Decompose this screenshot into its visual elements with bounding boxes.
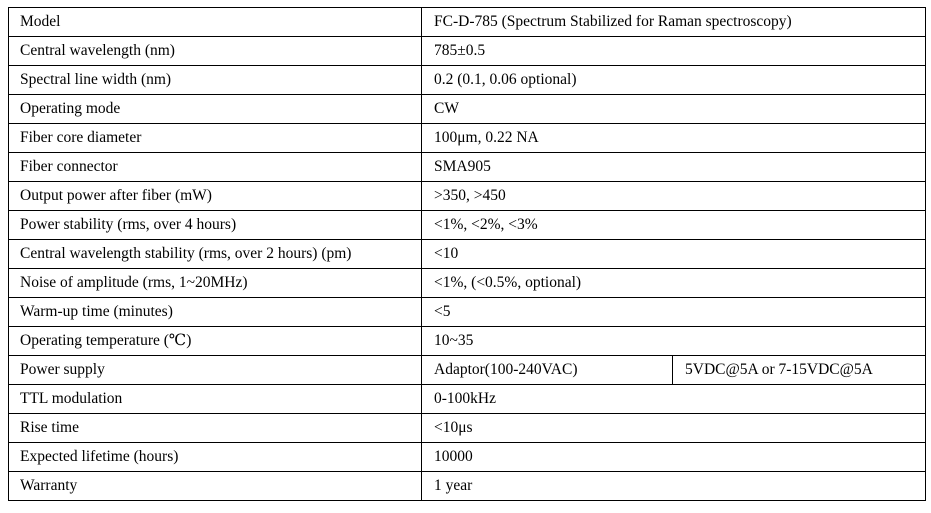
row-label-fiber-core-diameter: Fiber core diameter [9,124,422,153]
row-value-output-power: >350, >450 [422,182,926,211]
row-value-warm-up-time: <5 [422,298,926,327]
table-row [9,37,926,66]
row-value-rise-time: <10μs [422,414,926,443]
row-label-ttl-modulation: TTL modulation [9,385,422,414]
table-row [9,356,926,385]
row-label-wavelength-stability: Central wavelength stability (rms, over 2 hours) (pm) [9,240,422,269]
row-value-ttl-modulation: 0-100kHz [422,385,926,414]
row-label-warm-up-time: Warm-up time (minutes) [9,298,422,327]
row-value-fiber-core-diameter: 100μm, 0.22 NA [422,124,926,153]
row-value-operating-temperature: 10~35 [422,327,926,356]
table-row [9,327,926,356]
table-row [9,269,926,298]
row-label-model: Model [9,8,422,37]
row-label-noise-of-amplitude: Noise of amplitude (rms, 1~20MHz) [9,269,422,298]
row-label-rise-time: Rise time [9,414,422,443]
row-value-wavelength-stability: <10 [422,240,926,269]
table-row [9,443,926,472]
table-row [9,8,926,37]
row-label-operating-temperature: Operating temperature (℃) [9,327,422,356]
row-label-central-wavelength: Central wavelength (nm) [9,37,422,66]
row-value-power-supply-adaptor: Adaptor(100-240VAC) [422,356,673,385]
table-row [9,472,926,501]
table-row [9,95,926,124]
row-label-power-stability: Power stability (rms, over 4 hours) [9,211,422,240]
row-value-warranty: 1 year [422,472,926,501]
spec-table-body [9,8,926,501]
row-label-output-power: Output power after fiber (mW) [9,182,422,211]
row-label-operating-mode: Operating mode [9,95,422,124]
row-value-spectral-line-width: 0.2 (0.1, 0.06 optional) [422,66,926,95]
row-value-power-stability: <1%, <2%, <3% [422,211,926,240]
table-row [9,385,926,414]
table-row [9,414,926,443]
row-value-noise-of-amplitude: <1%, (<0.5%, optional) [422,269,926,298]
row-value-central-wavelength: 785±0.5 [422,37,926,66]
table-row [9,124,926,153]
row-value-operating-mode: CW [422,95,926,124]
row-label-power-supply: Power supply [9,356,422,385]
row-value-fiber-connector: SMA905 [422,153,926,182]
table-row [9,66,926,95]
row-label-spectral-line-width: Spectral line width (nm) [9,66,422,95]
table-row [9,240,926,269]
table-row [9,298,926,327]
row-label-expected-lifetime: Expected lifetime (hours) [9,443,422,472]
row-value-model: FC-D-785 (Spectrum Stabilized for Raman spectroscopy) [422,8,926,37]
row-label-fiber-connector: Fiber connector [9,153,422,182]
row-value-power-supply-dc: 5VDC@5A or 7-15VDC@5A [673,356,926,385]
table-row [9,153,926,182]
row-label-warranty: Warranty [9,472,422,501]
table-row [9,211,926,240]
table-row [9,182,926,211]
row-value-expected-lifetime: 10000 [422,443,926,472]
spec-table [8,7,926,501]
